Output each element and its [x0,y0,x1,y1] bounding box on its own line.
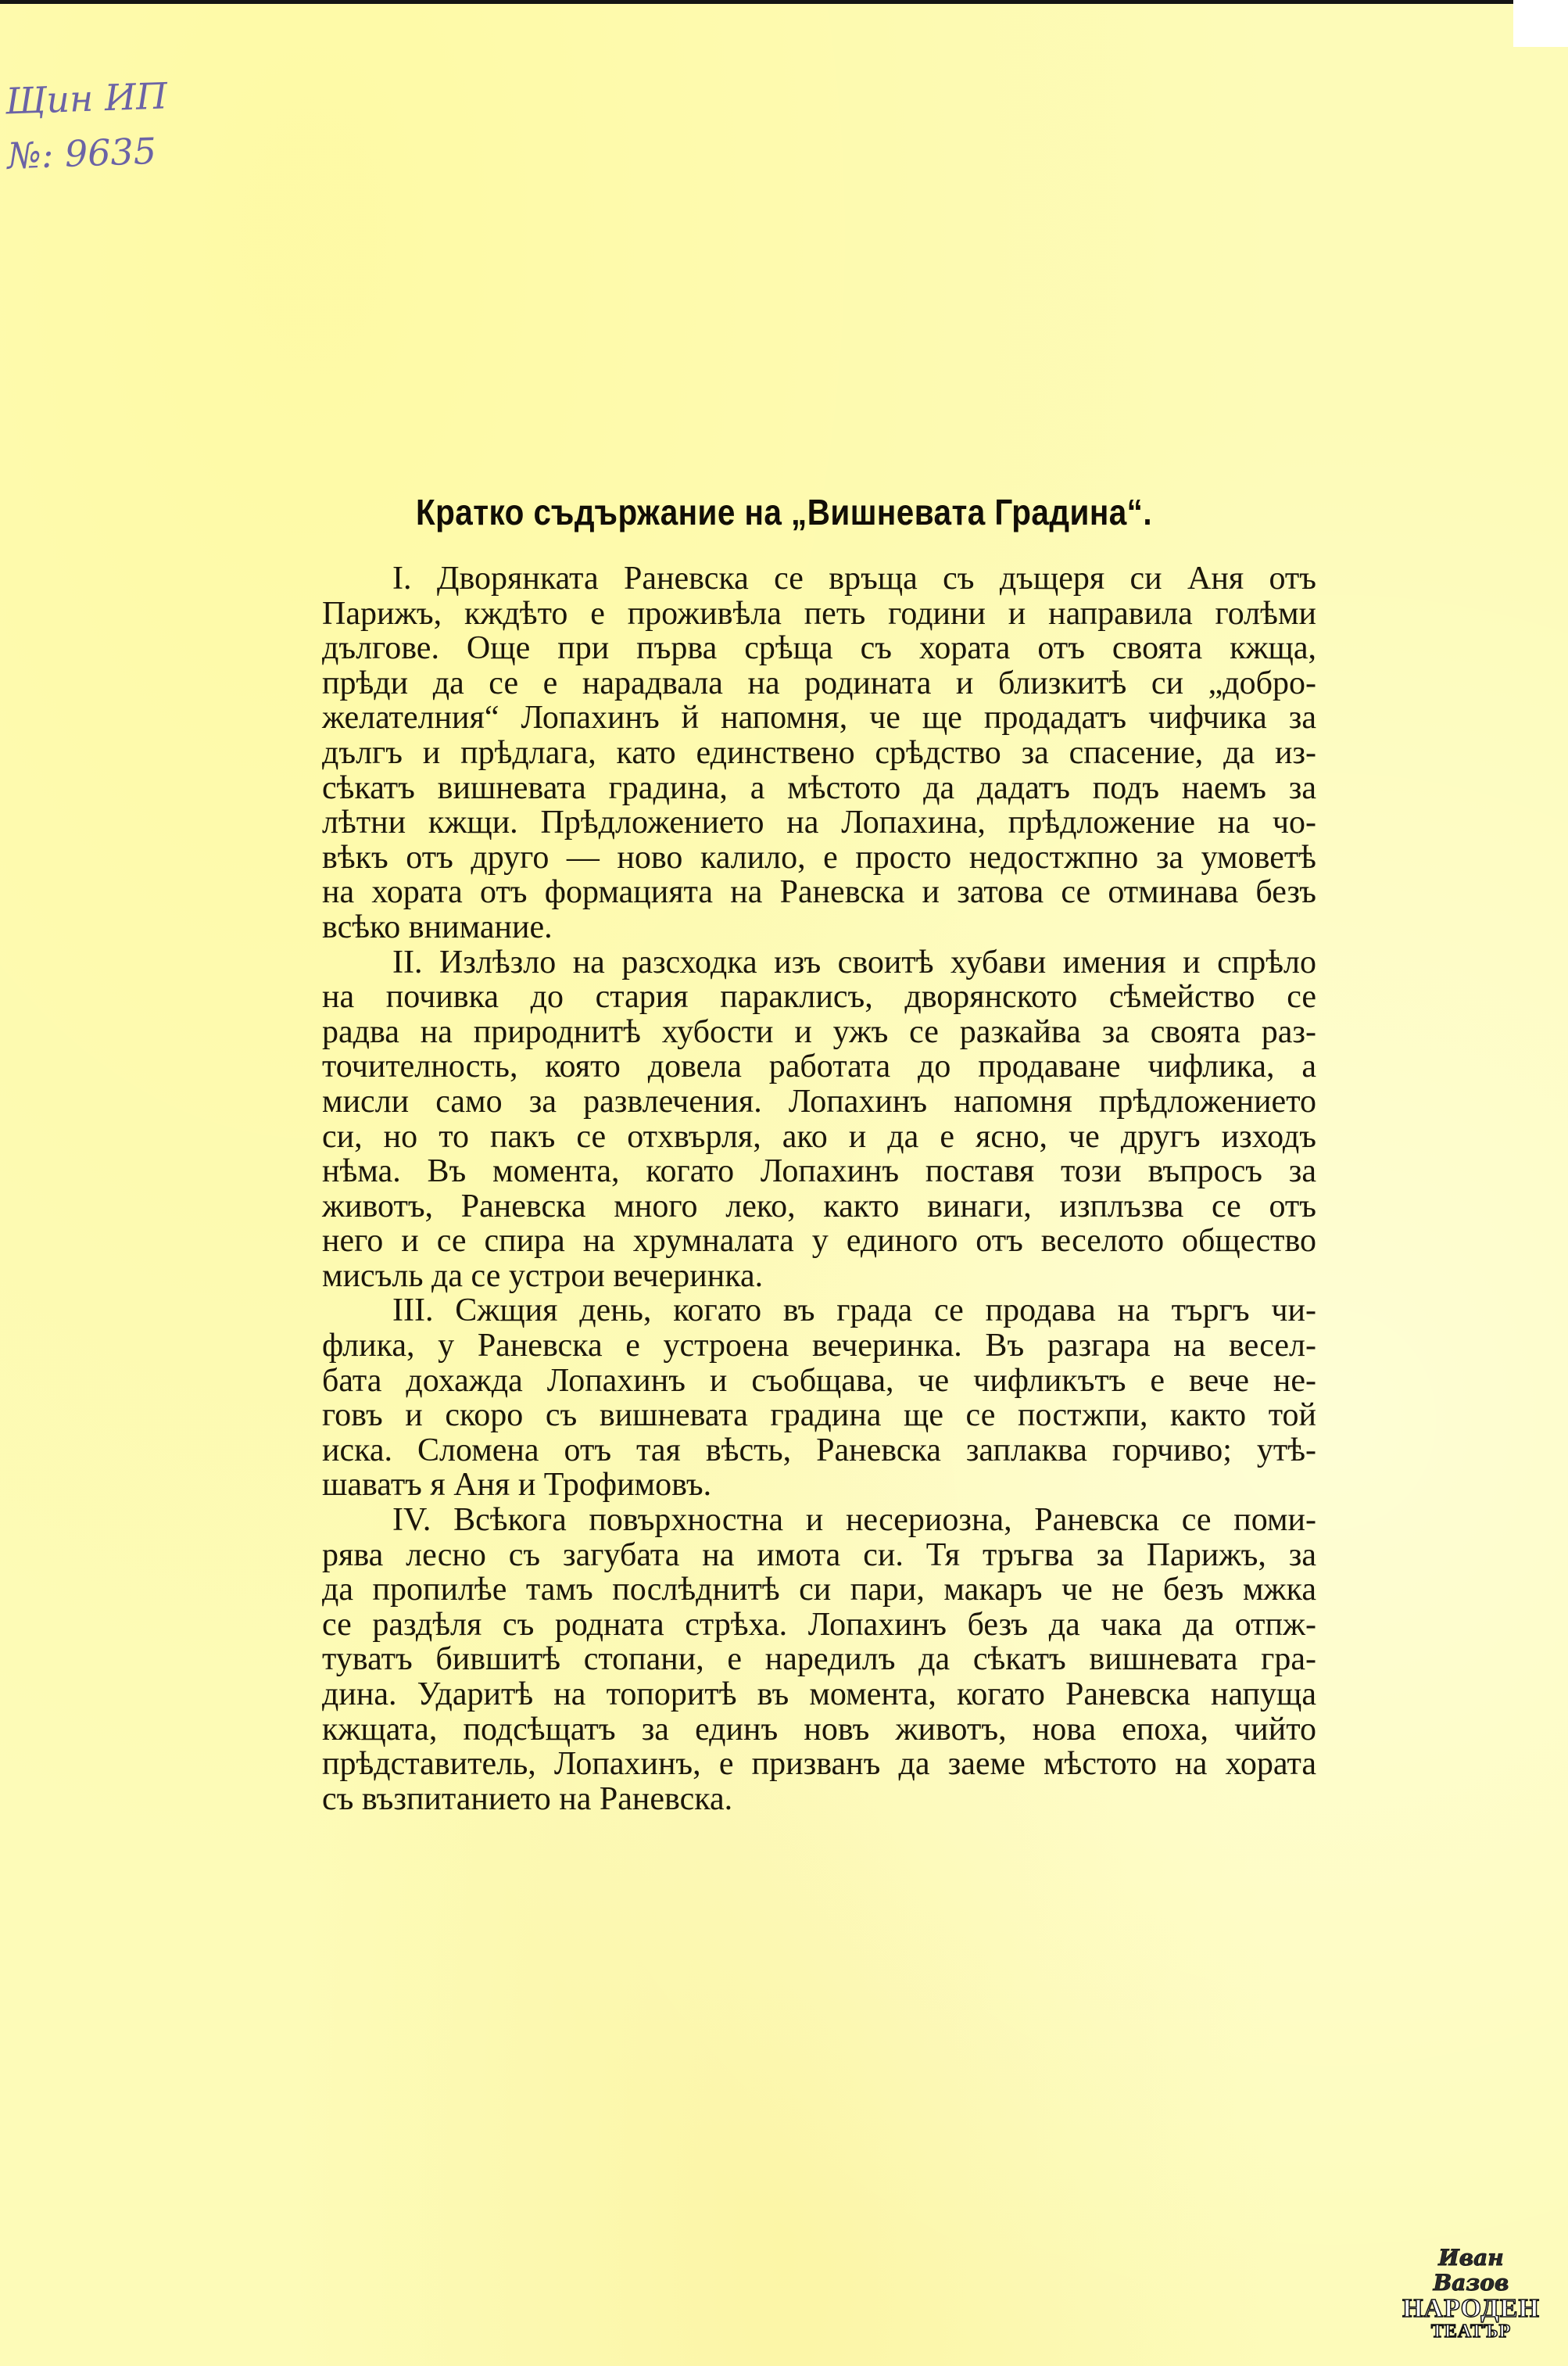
document-body [322,561,1316,1816]
text-line: се раздѣля съ родната стрѣха. Лопахинъ безъ да чака да отпж- [322,1606,1316,1643]
paragraph-2 [322,945,1316,1294]
text-line: прѣдставитель, Лопахинъ, е призванъ да заеме мѣстото на хората [322,1746,1316,1783]
text-line: кжщата, подсѣщатъ за единъ новъ животъ, нова епоха, чийто [322,1711,1316,1748]
logo-signature: Иван Вазов [1433,2245,1509,2296]
text-line: лѣтни кжщи. Прѣдложението на Лопахина, прѣдложение на чо- [322,805,1316,841]
paragraph-1 [322,561,1316,945]
text-line: нѣма. Въ момента, когато Лопахинъ поставя този въпросъ за [322,1153,1316,1190]
text-line: радва на природнитѣ хубости и ужъ се разкайва за своята раз- [322,1013,1316,1050]
text-line: желателния“ Лопахинъ й напомня, че ще продадатъ чифчика за [322,700,1316,737]
text-line: иска. Сломена отъ тая вѣсть, Раневска заплаква горчиво; утѣ- [322,1432,1316,1468]
text-line: прѣди да се е нарадвала на родината и близкитѣ си „добро- [322,665,1316,701]
text-line: флика, у Раневска е устроена вечеринка. Въ разгара на весел- [322,1328,1316,1364]
text-line: III. Сжщия день, когато въ града се продава на търгъ чи- [392,1292,1316,1329]
text-line: на почивка до стария параклисъ, дворянското сѣмейство се [322,979,1316,1016]
text-line: туватъ бившитѣ стопани, е наредилъ да сѣкатъ вишневата гра- [322,1641,1316,1678]
text-line: сѣкатъ вишневата градина, а мѣстото да дадатъ подъ наемъ за [322,769,1316,806]
document-title: Кратко съдържание на „Вишневата Градина“. [415,492,1153,532]
national-theatre-logo [1401,2246,1541,2341]
text-line: да пропилѣе тамъ послѣднитѣ си пари, макаръ че не безъ мжка [322,1572,1316,1608]
scan-corner [1513,0,1568,47]
text-line: рява лесно съ загубата на имота си. Тя тръгва за Парижъ, за [322,1536,1316,1573]
scan-top-border [0,0,1568,4]
text-line: I. Дворянката Раневска се връща съ дъщеря си Аня отъ [392,561,1316,597]
handwritten-note-line: Щин ИП [4,74,168,123]
text-line: точителность, която довела работата до продаване чифлика, а [322,1049,1316,1085]
text-line: IV. Всѣкога повърхностна и несериозна, Раневска се поми- [392,1502,1316,1539]
text-line: дългове. Още при първа срѣща съ хората отъ своята кжща, [322,630,1316,667]
text-line: вѣкъ отъ друго — ново калило, е просто недостжпно за умоветѣ [322,839,1316,876]
text-line: шаватъ я Аня и Трофимовъ. [322,1467,712,1504]
paragraph-3 [322,1293,1316,1503]
text-line: бата дохажда Лопахинъ и съобщава, че чифликътъ е вече не- [322,1362,1316,1399]
logo-line-1: НАРОДЕН [1402,2294,1540,2323]
text-line: Парижъ, кждѣто е проживѣла петь години и направила голѣми [322,595,1316,632]
text-line: си, но то пакъ се отхвърля, ако и да е ясно, че другъ изходъ [322,1118,1316,1155]
text-line: всѣко внимание. [322,909,553,945]
logo-line-2: ТЕАТЪР [1430,2321,1512,2342]
text-line: дина. Ударитѣ на топоритѣ въ момента, когато Раневска напуща [322,1676,1316,1712]
text-line: говъ и скоро съ вишневата градина ще се постжпи, както той [322,1397,1316,1434]
text-line: на хората отъ формацията на Раневска и затова се отминава безъ [322,874,1316,911]
handwritten-note [5,67,212,184]
text-line: дългъ и прѣдлага, като единствено срѣдство за спасение, да из- [322,734,1316,771]
text-line: мисли само за развлечения. Лопахинъ напомня прѣдложението [322,1083,1316,1120]
paragraph-4 [322,1503,1316,1816]
text-line: животъ, Раневска много леко, както винаги, изплъзва се отъ [322,1188,1316,1224]
handwritten-note-number: №: 9635 [6,129,157,177]
text-line: него и се спира на хрумналата у единого отъ веселото общество [322,1223,1316,1260]
text-line: мисъль да се устрои вечеринка. [322,1257,764,1294]
text-line: съ възпитанието на Раневска. [322,1780,733,1817]
text-line: II. Излѣзло на разсходка изъ своитѣ хубави имения и спрѣло [392,944,1316,980]
